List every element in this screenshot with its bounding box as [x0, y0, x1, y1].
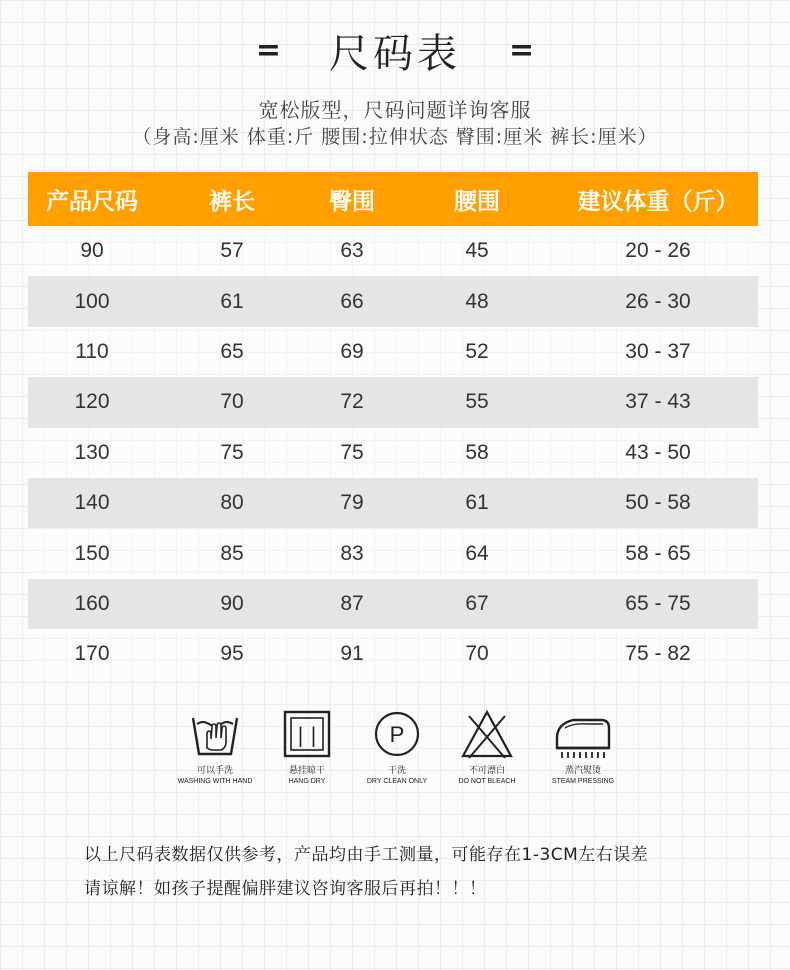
cell-hip: 66: [308, 276, 396, 326]
cell-weight: 58 - 65: [558, 528, 758, 578]
hand-wash-icon: [187, 708, 243, 760]
table-row: [28, 528, 758, 578]
cell-hip: 72: [308, 377, 396, 427]
care-label-en: HANG DRY: [288, 778, 326, 785]
table-header-row: [28, 172, 758, 226]
page-title: 尺码表: [329, 30, 461, 77]
no-bleach-icon: [459, 708, 515, 760]
table-row: [28, 629, 758, 679]
cell-waist: 52: [396, 327, 558, 377]
steam-iron-icon: [553, 708, 613, 760]
cell-pants-length: 90: [156, 579, 308, 629]
title-deco-left: =: [255, 32, 281, 68]
cell-hip: 79: [308, 478, 396, 528]
cell-size: 160: [28, 579, 156, 629]
cell-size: 130: [28, 428, 156, 478]
column-header-size: 产品尺码: [28, 172, 156, 226]
size-table: [28, 172, 758, 680]
table-row: [28, 276, 758, 326]
disclaimer-line-2: 请谅解！如孩子提醒偏胖建议咨询客服后再拍！！！: [84, 879, 487, 899]
care-label-cn: 悬挂晾干: [288, 766, 325, 776]
cell-waist: 67: [396, 579, 558, 629]
cell-waist: 61: [396, 478, 558, 528]
cell-weight: 75 - 82: [558, 629, 758, 679]
cell-size: 170: [28, 629, 156, 679]
cell-size: 140: [28, 478, 156, 528]
column-header-weight: 建议体重（斤）: [558, 172, 758, 226]
table-row: [28, 579, 758, 629]
disclaimer-line-1: 以上尺码表数据仅供参考，产品均由手工测量，可能存在1-3CM左右误差: [84, 845, 649, 865]
cell-weight: 26 - 30: [558, 276, 758, 326]
table-row: [28, 478, 758, 528]
cell-pants-length: 61: [156, 276, 308, 326]
cell-waist: 70: [396, 629, 558, 679]
cell-hip: 83: [308, 528, 396, 578]
cell-weight: 65 - 75: [558, 579, 758, 629]
title-row: [0, 22, 790, 78]
cell-size: 90: [28, 226, 156, 276]
cell-weight: 50 - 58: [558, 478, 758, 528]
care-label-en: DRY CLEAN ONLY: [366, 778, 428, 785]
cell-weight: 37 - 43: [558, 377, 758, 427]
fit-subtitle: 宽松版型，尺码问题详询客服: [258, 98, 532, 122]
cell-waist: 64: [396, 528, 558, 578]
dry-clean-icon: [369, 708, 425, 760]
column-header-hip: 臀围: [308, 172, 396, 226]
care-label-en: STEAM PRESSING: [551, 778, 615, 785]
cell-weight: 43 - 50: [558, 428, 758, 478]
cell-weight: 30 - 37: [558, 327, 758, 377]
units-note: （身高:厘米 体重:斤 腰围:拉伸状态 臀围:厘米 裤长:厘米）: [132, 126, 658, 148]
cell-pants-length: 85: [156, 528, 308, 578]
cell-hip: 63: [308, 226, 396, 276]
cell-pants-length: 57: [156, 226, 308, 276]
cell-pants-length: 95: [156, 629, 308, 679]
column-header-pants-length: 裤长: [156, 172, 308, 226]
cell-pants-length: 75: [156, 428, 308, 478]
title-deco-right: =: [509, 32, 535, 68]
care-label-en: WASHING WITH HAND: [177, 778, 253, 785]
table-row: [28, 377, 758, 427]
table-row: [28, 327, 758, 377]
table-body: [28, 226, 758, 680]
cell-waist: 55: [396, 377, 558, 427]
cell-hip: 69: [308, 327, 396, 377]
cell-waist: 58: [396, 428, 558, 478]
cell-pants-length: 80: [156, 478, 308, 528]
care-label-cn: 可以手洗: [196, 766, 233, 776]
cell-waist: 45: [396, 226, 558, 276]
cell-size: 120: [28, 377, 156, 427]
care-instructions: [0, 708, 790, 798]
cell-size: 100: [28, 276, 156, 326]
care-item-no-bleach: [432, 708, 542, 786]
cell-hip: 91: [308, 629, 396, 679]
care-item-steam-iron: [528, 708, 638, 786]
cell-waist: 48: [396, 276, 558, 326]
care-label-cn: 干洗: [387, 766, 406, 776]
hang-dry-icon: [279, 708, 335, 760]
dry-clean-symbol: P: [389, 722, 405, 747]
cell-weight: 20 - 26: [558, 226, 758, 276]
cell-size: 150: [28, 528, 156, 578]
table-row: [28, 226, 758, 276]
cell-hip: 75: [308, 428, 396, 478]
table-row: [28, 428, 758, 478]
column-header-waist: 腰围: [396, 172, 558, 226]
cell-hip: 87: [308, 579, 396, 629]
care-label-cn: 不可漂白: [468, 766, 505, 776]
care-label-en: DO NOT BLEACH: [458, 778, 516, 785]
cell-pants-length: 65: [156, 327, 308, 377]
care-label-cn: 蒸汽熨烫: [564, 766, 601, 776]
cell-size: 110: [28, 327, 156, 377]
cell-pants-length: 70: [156, 377, 308, 427]
hang-dry-symbol: | |: [297, 723, 317, 747]
